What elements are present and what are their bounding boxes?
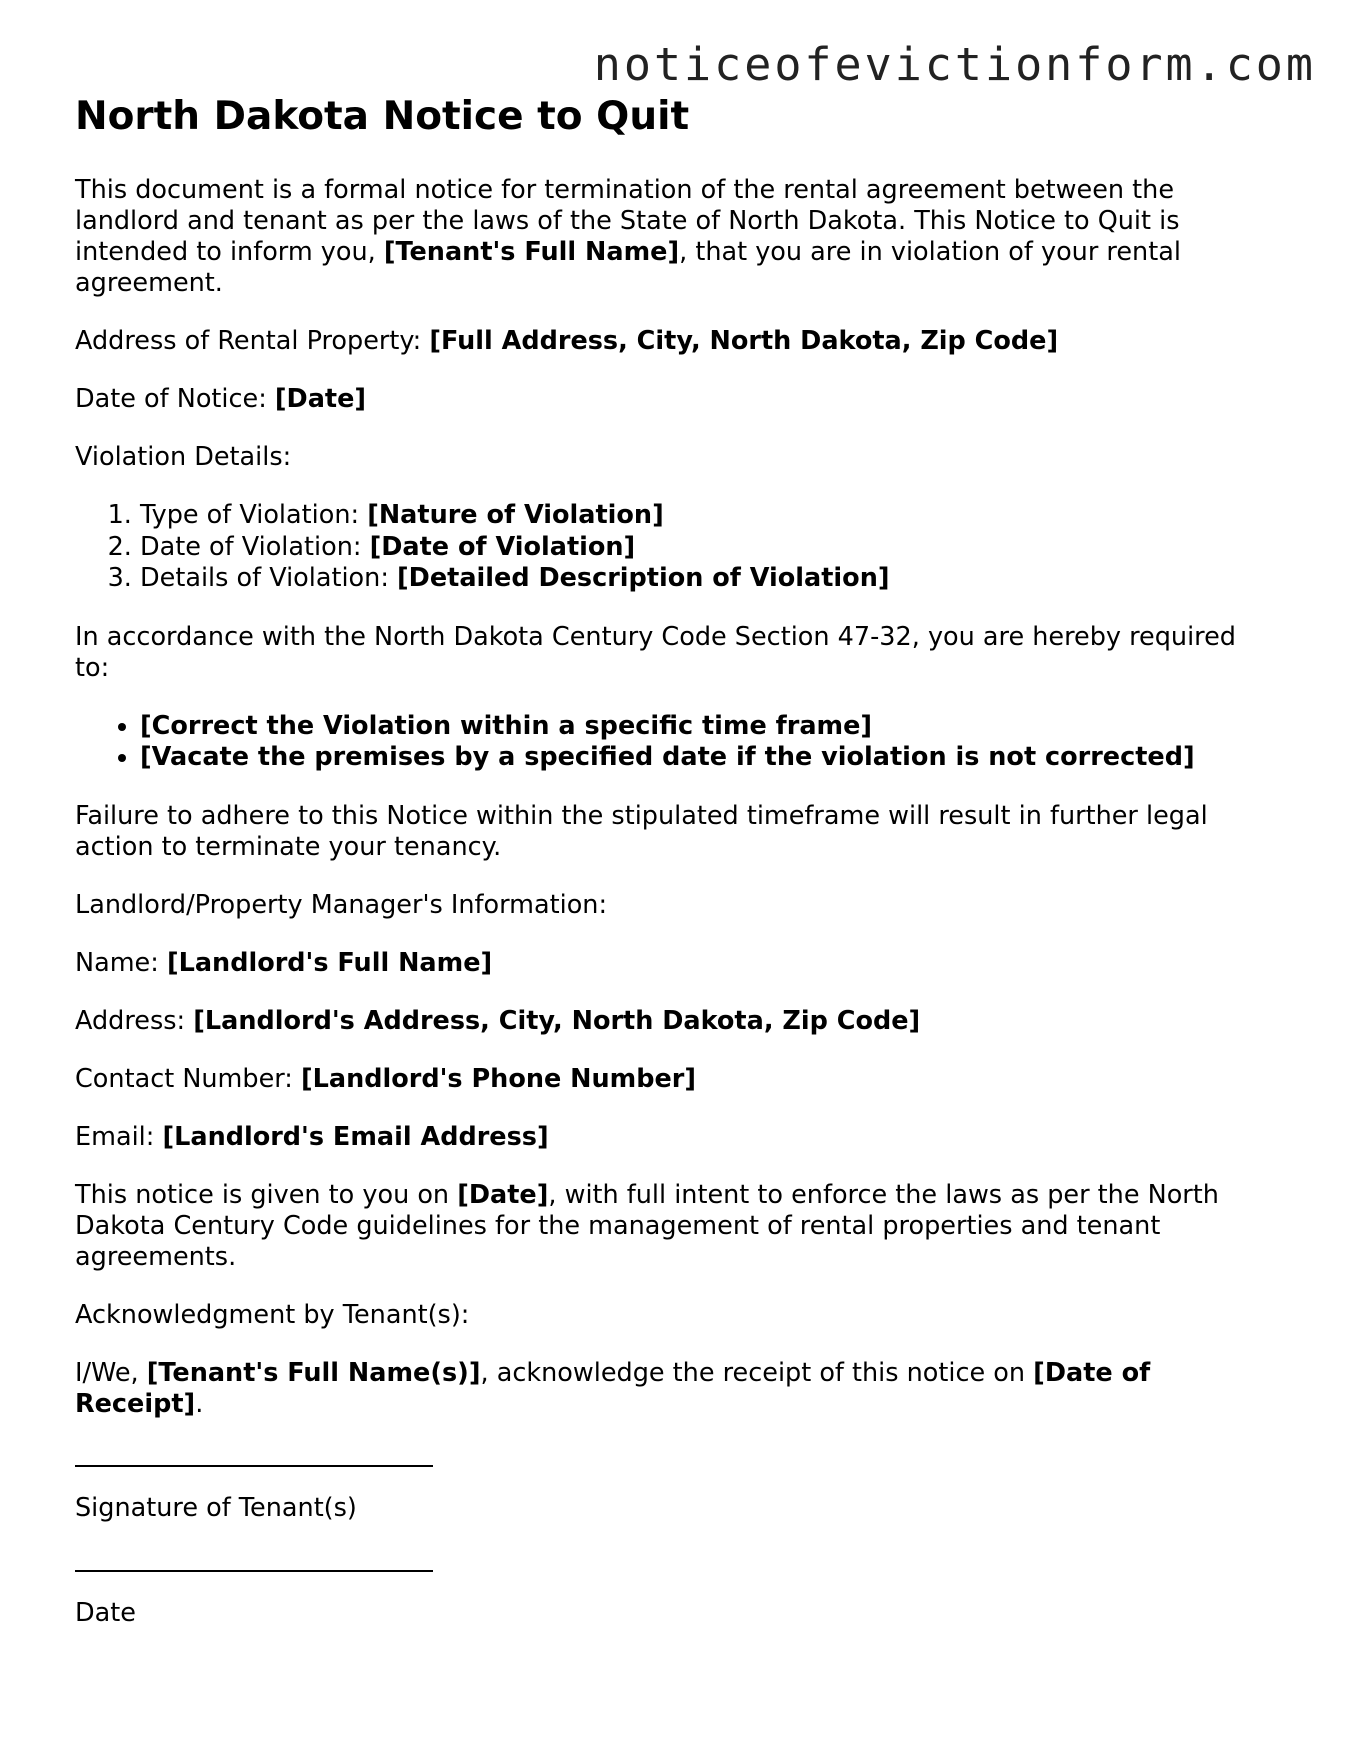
ack-text-after: .	[195, 1388, 204, 1419]
violation-date-label: Date of Violation:	[140, 531, 370, 562]
document-body	[75, 93, 1275, 1629]
violation-type-value: [Nature of Violation]	[367, 500, 664, 530]
landlord-address-line	[75, 1006, 1275, 1037]
landlord-name-line	[75, 948, 1275, 979]
intro-text-after: , that you are in violation of your rental agreement.	[75, 237, 1181, 298]
landlord-name-value: [Landlord's Full Name]	[166, 947, 493, 978]
landlord-name-label: Name:	[75, 947, 167, 978]
ack-receipt-date: [Date of Receipt]	[75, 1357, 1151, 1419]
date-label: Date	[75, 1597, 136, 1628]
requirement-vacate-item	[140, 742, 1275, 774]
requirements-list	[75, 711, 1275, 774]
violation-details-label: Details of Violation:	[140, 563, 398, 593]
property-address-label: Address of Rental Property:	[75, 326, 430, 356]
acknowledgment-heading: Acknowledgment by Tenant(s):	[75, 1299, 470, 1330]
page-title: North Dakota Notice to Quit	[75, 94, 690, 139]
notice-date-value: [Date]	[274, 384, 367, 414]
given-text-after: , with full intent to enforce the laws as per the North Dakota Century Code guidelines for the management of rental properties and tenant agreements.	[75, 1179, 1219, 1272]
intro-paragraph	[75, 175, 1275, 299]
given-paragraph	[75, 1180, 1275, 1273]
landlord-phone-value: [Landlord's Phone Number]	[301, 1063, 697, 1094]
violation-date-value: [Date of Violation]	[369, 531, 636, 562]
landlord-phone-label: Contact Number:	[75, 1063, 302, 1094]
property-address-value: [Full Address, City, North Dakota, Zip Code]	[429, 326, 1059, 356]
landlord-email-value: [Landlord's Email Address]	[162, 1121, 549, 1152]
requirement-correct-text: [Correct the Violation within a specific time frame]	[140, 710, 873, 741]
signature-line	[75, 1465, 433, 1467]
acknowledgment-paragraph	[75, 1358, 1275, 1420]
requirement-vacate-text: [Vacate the premises by a specified date if the violation is not corrected]	[140, 742, 1195, 772]
violation-type-label: Type of Violation:	[140, 500, 368, 530]
violation-date-item	[140, 532, 1275, 564]
violation-heading: Violation Details:	[75, 442, 292, 472]
landlord-address-label: Address:	[75, 1005, 194, 1036]
given-text-before: This notice is given to you on	[75, 1179, 458, 1210]
signature-label: Signature of Tenant(s)	[75, 1492, 357, 1523]
date-block	[75, 1570, 1275, 1629]
landlord-email-line	[75, 1122, 1275, 1153]
tenant-name-placeholder: [Tenant's Full Name]	[383, 237, 680, 267]
date-line	[75, 1570, 433, 1572]
landlord-email-label: Email:	[75, 1121, 163, 1152]
violation-type-item	[140, 500, 1275, 532]
ack-text-before: I/We,	[75, 1357, 147, 1388]
intro-text-before: This document is a formal notice for termination of the rental agreement between the landlord and tenant as per the laws of the State of North Dakota. This Notice to Quit is intended to inform you,	[75, 175, 1180, 267]
violation-details-value: [Detailed Description of Violation]	[397, 563, 890, 593]
ack-tenant-names: [Tenant's Full Name(s)]	[146, 1357, 481, 1388]
landlord-address-value: [Landlord's Address, City, North Dakota, Zip Code]	[193, 1005, 921, 1036]
failure-paragraph: Failure to adhere to this Notice within the stipulated timeframe will result in further legal action to terminate your tenancy.	[75, 800, 1208, 862]
accordance-paragraph: In accordance with the North Dakota Century Code Section 47-32, you are hereby required to:	[75, 621, 1236, 683]
given-date-placeholder: [Date]	[457, 1179, 549, 1210]
landlord-phone-line	[75, 1064, 1275, 1095]
signature-block	[75, 1465, 1275, 1524]
violation-list	[75, 500, 1275, 595]
property-address-line	[75, 326, 1275, 357]
requirement-correct-item	[140, 711, 1275, 743]
ack-text-middle: , acknowledge the receipt of this notice on	[480, 1357, 1034, 1388]
notice-date-line	[75, 384, 1275, 415]
landlord-heading: Landlord/Property Manager's Information:	[75, 889, 608, 920]
violation-details-item	[140, 563, 1275, 595]
site-watermark: noticeofevictionform.com	[593, 38, 1316, 91]
notice-date-label: Date of Notice:	[75, 384, 275, 414]
